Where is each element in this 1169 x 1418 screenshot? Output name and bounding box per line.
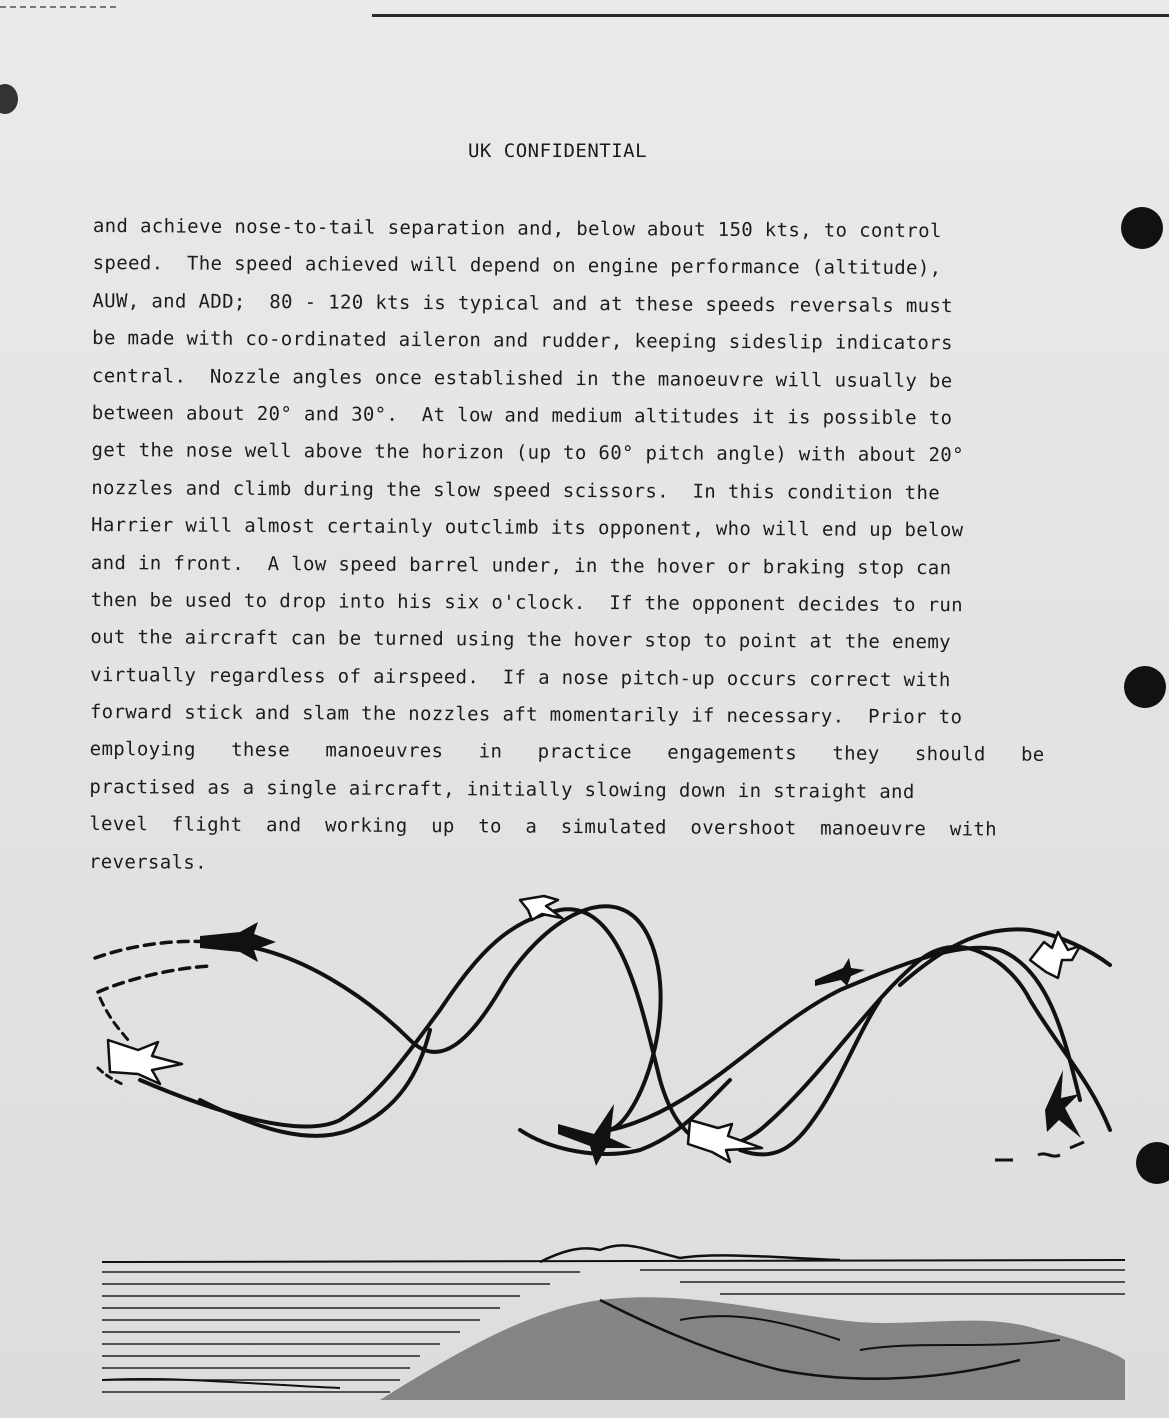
text-line: speed. The speed achieved will depend on engine performance (altitude), [92, 252, 942, 280]
text-line: get the nose well above the horizon (up to 60° pitch angle) with about 20° [91, 439, 964, 467]
entry-track-descent [100, 998, 128, 1040]
text-line: nozzles and climb during the slow speed scissors. In this condition the [91, 476, 941, 504]
text-line: out the aircraft can be turned using the hover stop to point at the enemy [90, 626, 952, 654]
text-line: virtually regardless of airspeed. If a nose pitch-up occurs correct with [90, 663, 951, 691]
text-line: level flight and working up to a simulated overshoot manoeuvre with [89, 813, 998, 841]
text-line: between about 20° and 30°. At low and medium altitudes it is possible to [91, 401, 953, 430]
illustration-svg [80, 880, 1160, 1400]
body-paragraph [89, 208, 1043, 887]
classification-header: UK CONFIDENTIAL [467, 140, 648, 162]
text-line: central. Nozzle angles once established in the manoeuvre will usually be [91, 364, 953, 392]
text-line: and achieve nose-to-tail separation and, below about 150 kts, to control [92, 214, 942, 243]
text-line: Harrier will almost certainly outclimb its opponent, who will end up below [90, 514, 964, 542]
text-line: reversals. [88, 850, 207, 874]
top-rule [372, 14, 1169, 17]
loop-lower-left [200, 1030, 430, 1136]
entry-track-lower [98, 966, 210, 992]
punch-hole-top [1121, 207, 1163, 249]
text-line: then be used to drop into his six o'clock. If the opponent decides to run [90, 588, 964, 617]
aircraft-arrow-1 [200, 922, 276, 962]
punch-hole-middle [1124, 666, 1166, 708]
ground-mark [1038, 1154, 1060, 1156]
text-line: AUW, and ADD; 80 - 120 kts is typical and at these speeds reversals must [92, 289, 954, 318]
text-line: be made with co-ordinated aileron and rudder, keeping sideslip indicators [92, 327, 953, 355]
text-line: and in front. A low speed barrel under, in the hover or braking stop can [90, 551, 952, 579]
text-line: forward stick and slam the nozzles aft momentarily if necessary. Prior to [89, 701, 963, 729]
flight-path-a [230, 906, 1080, 1130]
aircraft-harrier-4 [1030, 932, 1080, 978]
aircraft-harrier-1 [108, 1040, 182, 1084]
text-line: employing these manoeuvres in practice engagements they should be [89, 738, 1045, 767]
flight-path-b [140, 909, 1110, 1146]
text-line: practised as a single aircraft, initially slowing down in straight and [89, 775, 915, 803]
manoeuvre-illustration [80, 880, 1160, 1400]
binding-mark [0, 84, 18, 114]
aircraft-harrier-3 [688, 1120, 762, 1162]
terrain [102, 1245, 1125, 1400]
top-left-mark [0, 6, 118, 8]
aircraft-arrow-3 [558, 1104, 632, 1166]
ground-mark [1070, 1142, 1084, 1148]
